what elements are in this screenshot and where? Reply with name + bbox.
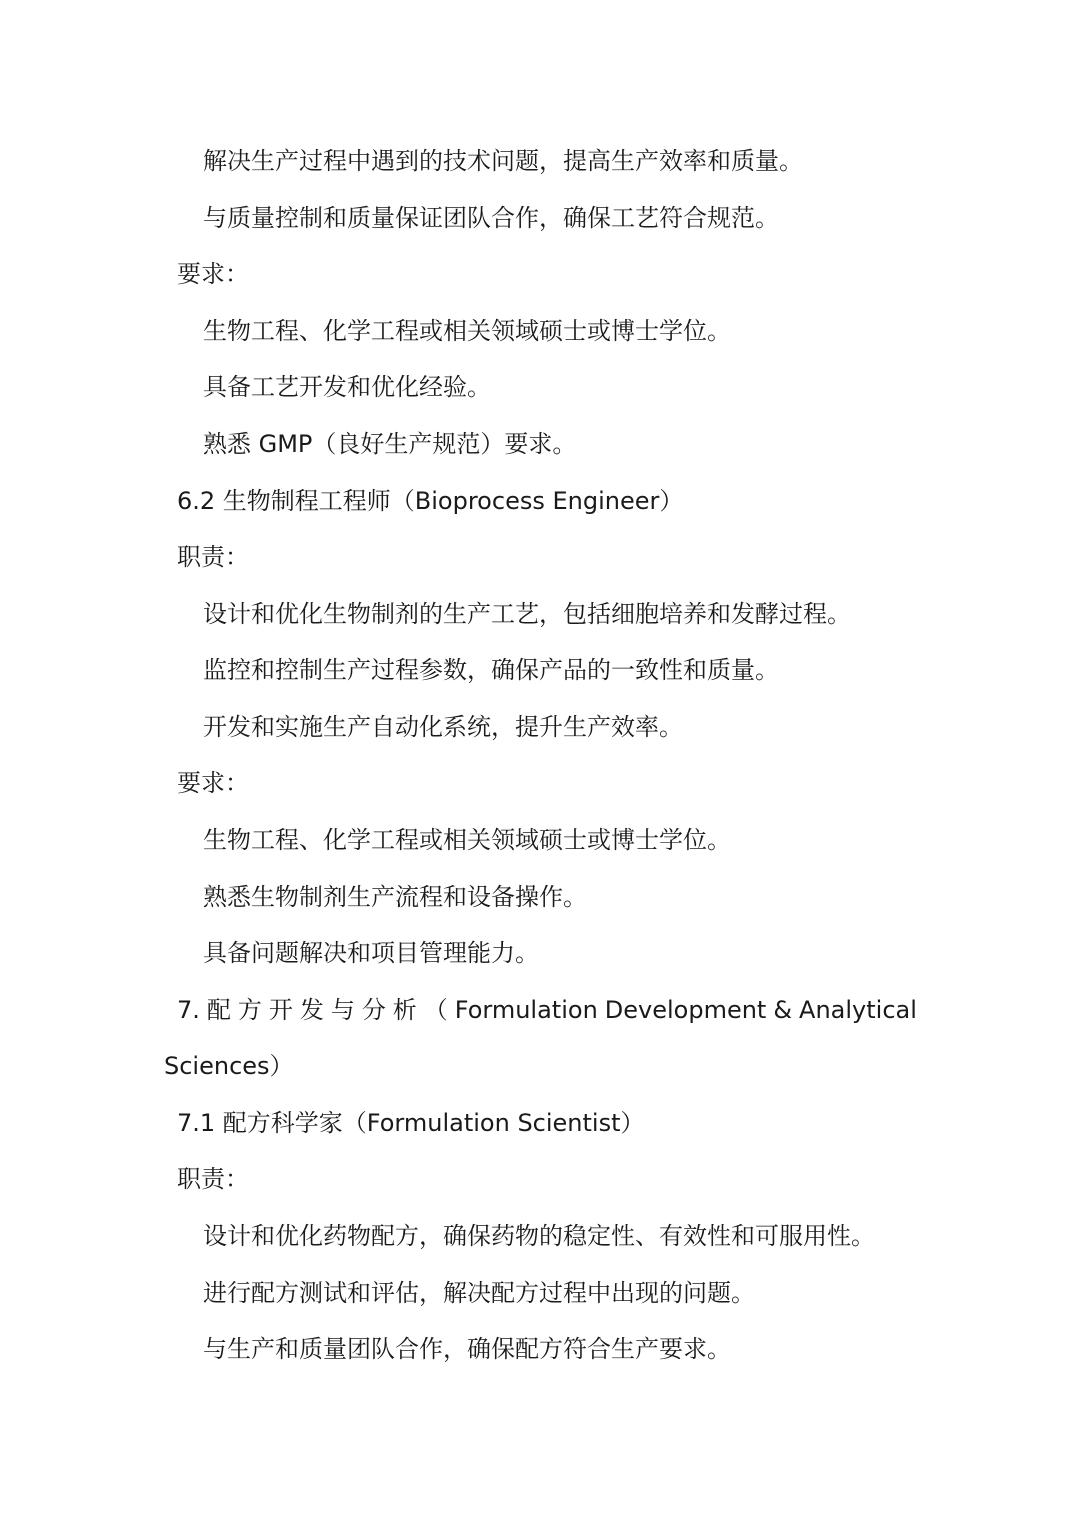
heading-word: Analytical [799, 996, 917, 1024]
heading-word: Development [604, 996, 767, 1024]
duty-item: 设计和优化生物制剂的生产工艺，包括细胞培养和发酵过程。 [203, 600, 851, 628]
duty-item: 设计和优化药物配方，确保药物的稳定性、有效性和可服用性。 [203, 1222, 875, 1250]
requirement-item: 熟悉生物制剂生产流程和设备操作。 [203, 883, 587, 911]
requirement-item: 具备问题解决和项目管理能力。 [203, 939, 539, 967]
heading-word: 7. [177, 996, 200, 1024]
requirement-item: 具备工艺开发和优化经验。 [203, 373, 491, 401]
heading-word: 与 [330, 996, 355, 1024]
duty-item: 进行配方测试和评估，解决配方过程中出现的问题。 [203, 1279, 755, 1307]
section-heading-continuation: Sciences） [164, 1052, 294, 1080]
requirement-item: 生物工程、化学工程或相关领域硕士或博士学位。 [203, 317, 731, 345]
requirement-item: 生物工程、化学工程或相关领域硕士或博士学位。 [203, 826, 731, 854]
duty-item: 解决生产过程中遇到的技术问题，提高生产效率和质量。 [203, 147, 803, 175]
requirement-item: 熟悉 GMP（良好生产规范）要求。 [203, 430, 577, 458]
requirements-label: 要求： [177, 769, 249, 797]
heading-word: 发 [299, 996, 324, 1024]
subsection-heading: 6.2 生物制程工程师（Bioprocess Engineer） [177, 487, 684, 515]
duties-label: 职责： [177, 1165, 249, 1193]
heading-word: 方 [237, 996, 262, 1024]
subsection-heading: 7.1 配方科学家（Formulation Scientist） [177, 1109, 645, 1137]
duty-item: 开发和实施生产自动化系统，提升生产效率。 [203, 713, 683, 741]
duty-item: 监控和控制生产过程参数，确保产品的一致性和质量。 [203, 656, 779, 684]
heading-word: （ [423, 996, 448, 1024]
heading-word: 分 [361, 996, 386, 1024]
heading-word: & [773, 996, 793, 1024]
heading-word: 析 [392, 996, 417, 1024]
duty-item: 与生产和质量团队合作，确保配方符合生产要求。 [203, 1335, 731, 1363]
heading-word: Formulation [454, 996, 598, 1024]
requirements-label: 要求： [177, 260, 249, 288]
duties-label: 职责： [177, 543, 249, 571]
heading-word: 开 [268, 996, 293, 1024]
heading-word: 配 [206, 996, 231, 1024]
duty-item: 与质量控制和质量保证团队合作，确保工艺符合规范。 [203, 204, 779, 232]
section-heading [177, 993, 917, 1027]
